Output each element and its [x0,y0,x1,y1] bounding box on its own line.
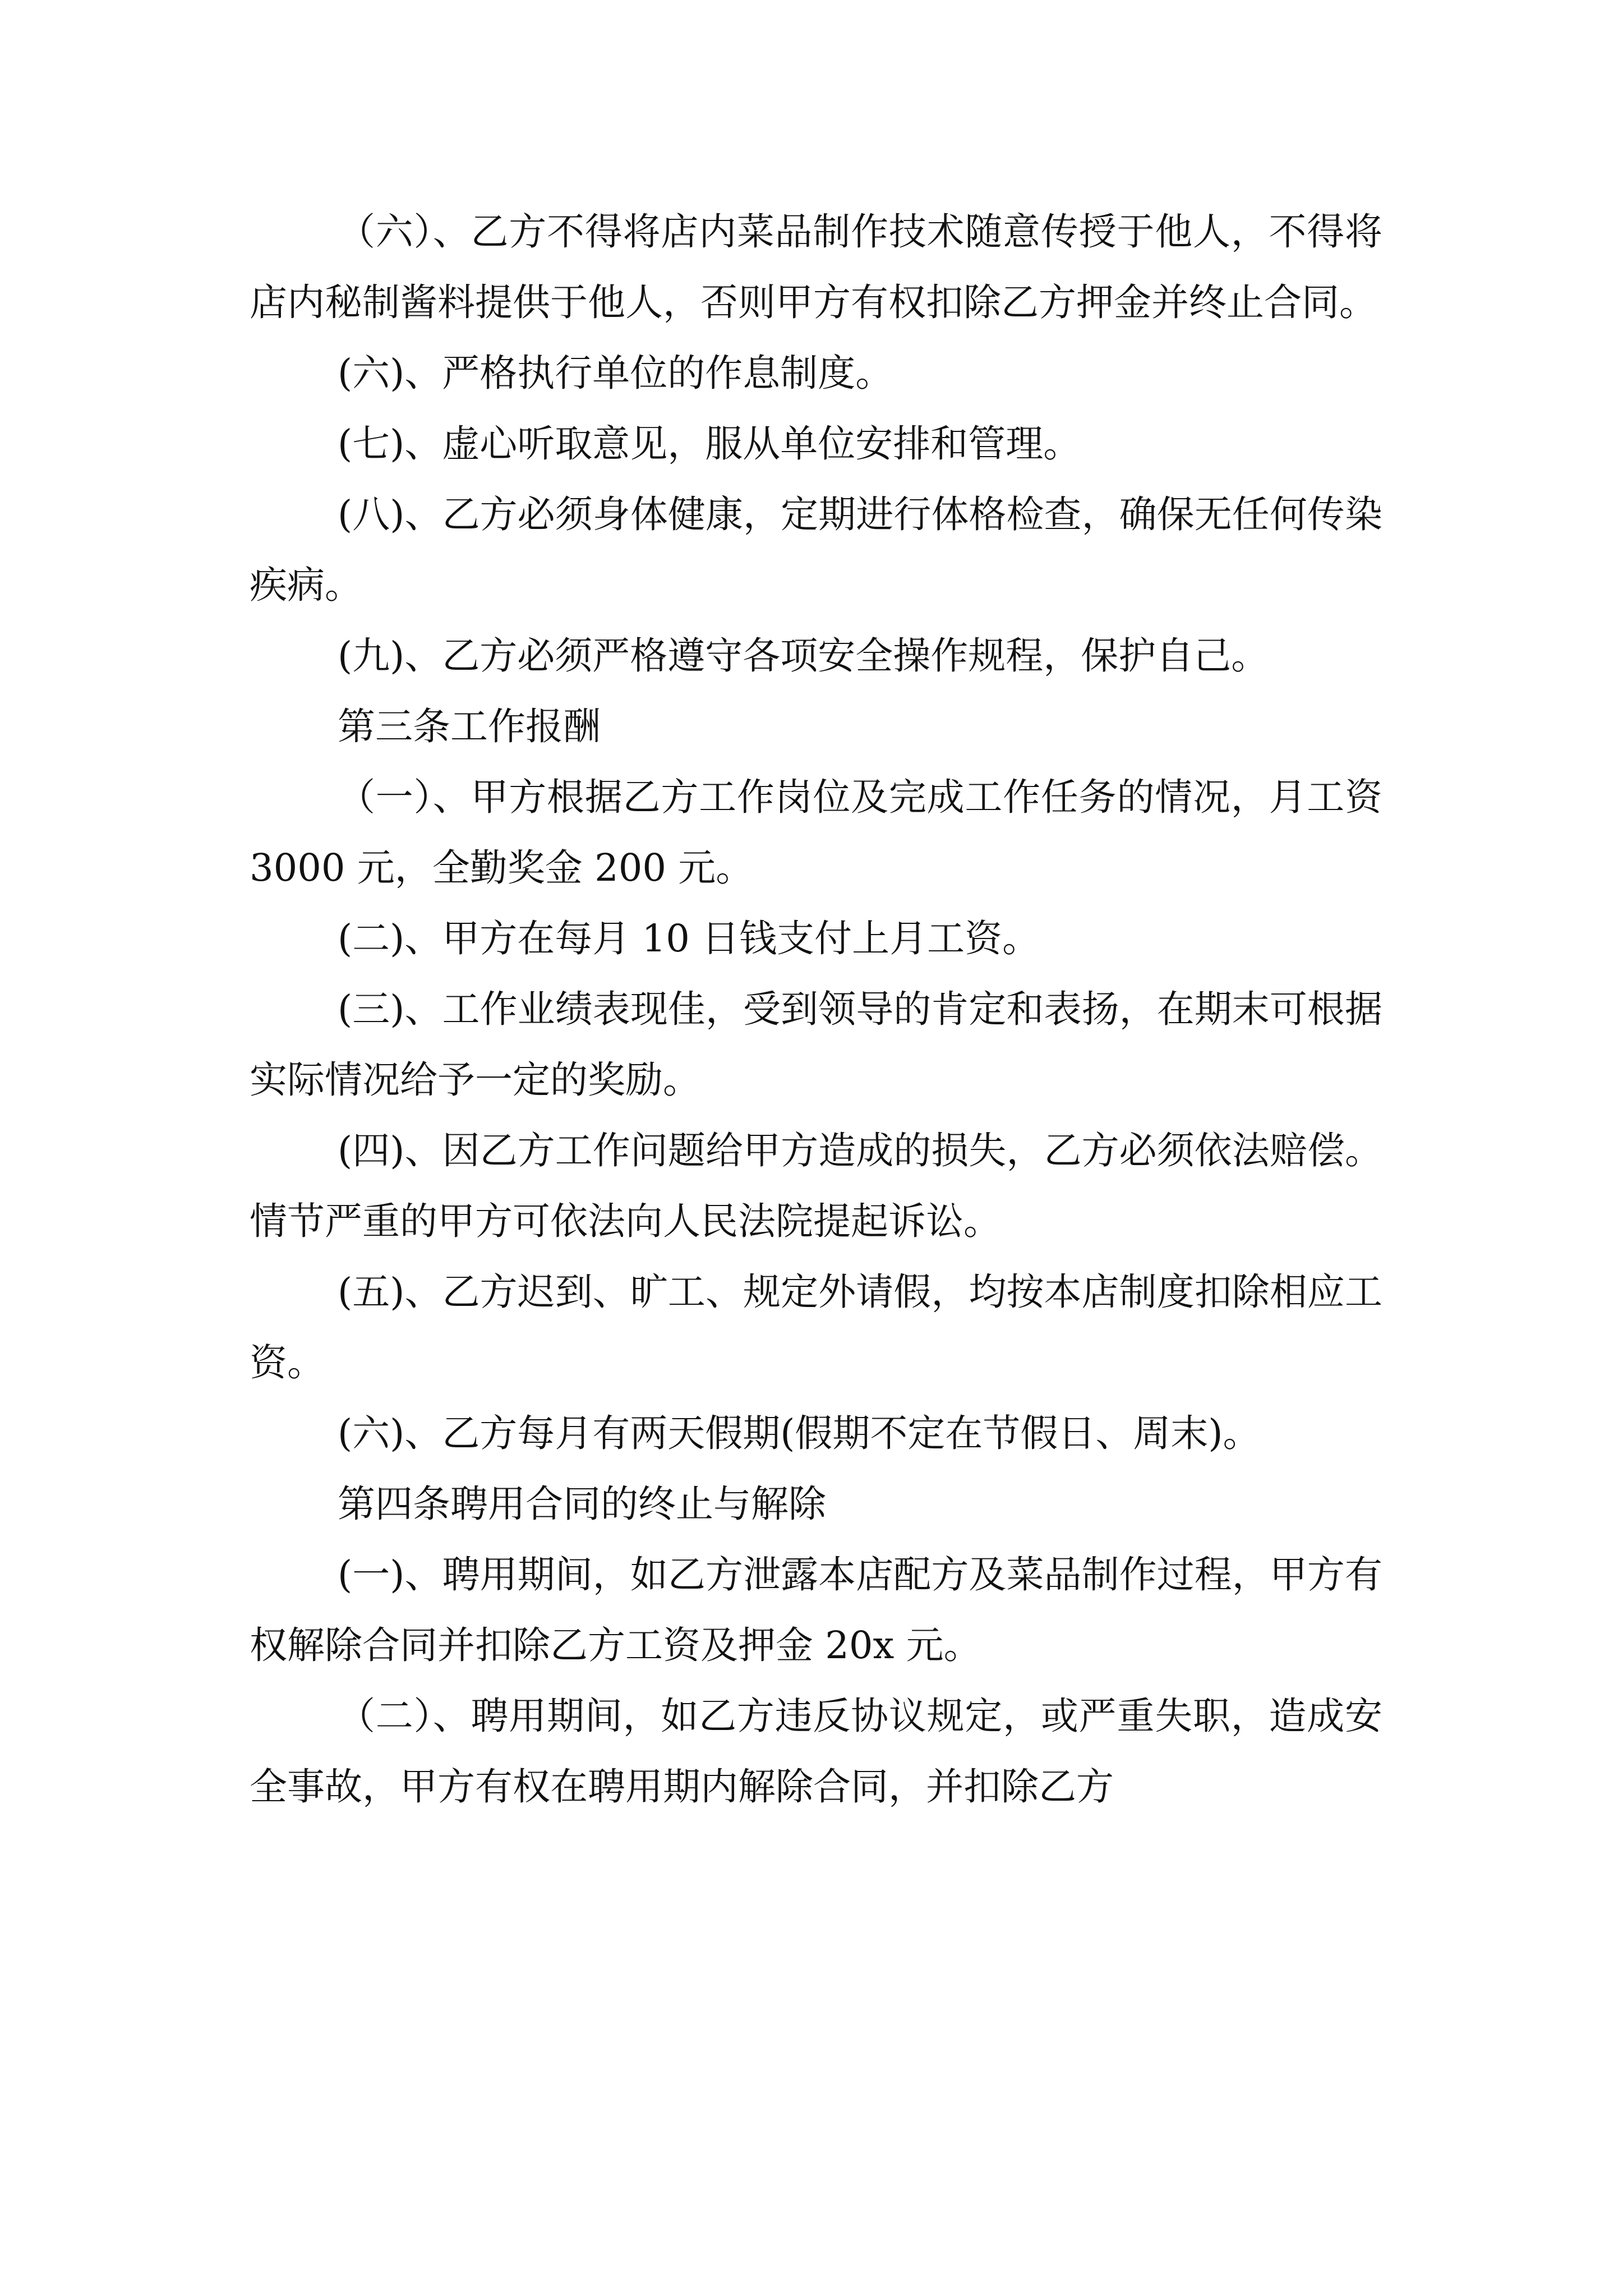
paragraph-7: (七)、虚心听取意见，服从单位安排和管理。 [338,422,1081,466]
article-3-item-3: (三)、工作业绩表现佳，受到领导的肯定和表扬，在期末可根据实际情况给予一定的奖励。 [250,987,1382,1102]
paragraph-8: (八)、乙方必须身体健康，定期进行体格检查，确保无任何传染疾病。 [250,493,1382,607]
article-4-item-2: （二）、聘用期间，如乙方违反协议规定，或严重失职，造成安全事故，甲方有权在聘用期内解除合同，并扣除乙方 [250,1694,1382,1809]
article-3-item-6: (六)、乙方每月有两天假期(假期不定在节假日、周末)。 [338,1411,1261,1455]
section-heading-article-3: 第三条工作报酬 [338,705,601,748]
paragraph-9: (九)、乙方必须严格遵守各项安全操作规程，保护自己。 [338,634,1269,678]
section-heading-article-4: 第四条聘用合同的终止与解除 [338,1482,826,1526]
paragraph-6a: （六）、乙方不得将店内菜品制作技术随意传授于他人，不得将店内秘制酱料提供于他人，否则甲方有权扣除乙方押金并终止合同。 [250,210,1382,324]
article-3-item-2: (二)、甲方在每月 10 日钱支付上月工资。 [338,917,1040,960]
article-3-item-4: (四)、因乙方工作问题给甲方造成的损失，乙方必须依法赔偿。情节严重的甲方可依法向人民法院提起诉讼。 [250,1129,1382,1243]
paragraph-6b: (六)、严格执行单位的作息制度。 [338,351,893,395]
article-4-item-1: (一)、聘用期间，如乙方泄露本店配方及菜品制作过程，甲方有权解除合同并扣除乙方工资及押金 20x 元。 [250,1553,1382,1667]
article-3-item-5: (五)、乙方迟到、旷工、规定外请假，均按本店制度扣除相应工资。 [250,1270,1382,1384]
article-3-item-1: （一）、甲方根据乙方工作岗位及完成工作任务的情况，月工资 3000 元，全勤奖金 200 元。 [250,775,1382,890]
document-body [250,196,1382,1822]
